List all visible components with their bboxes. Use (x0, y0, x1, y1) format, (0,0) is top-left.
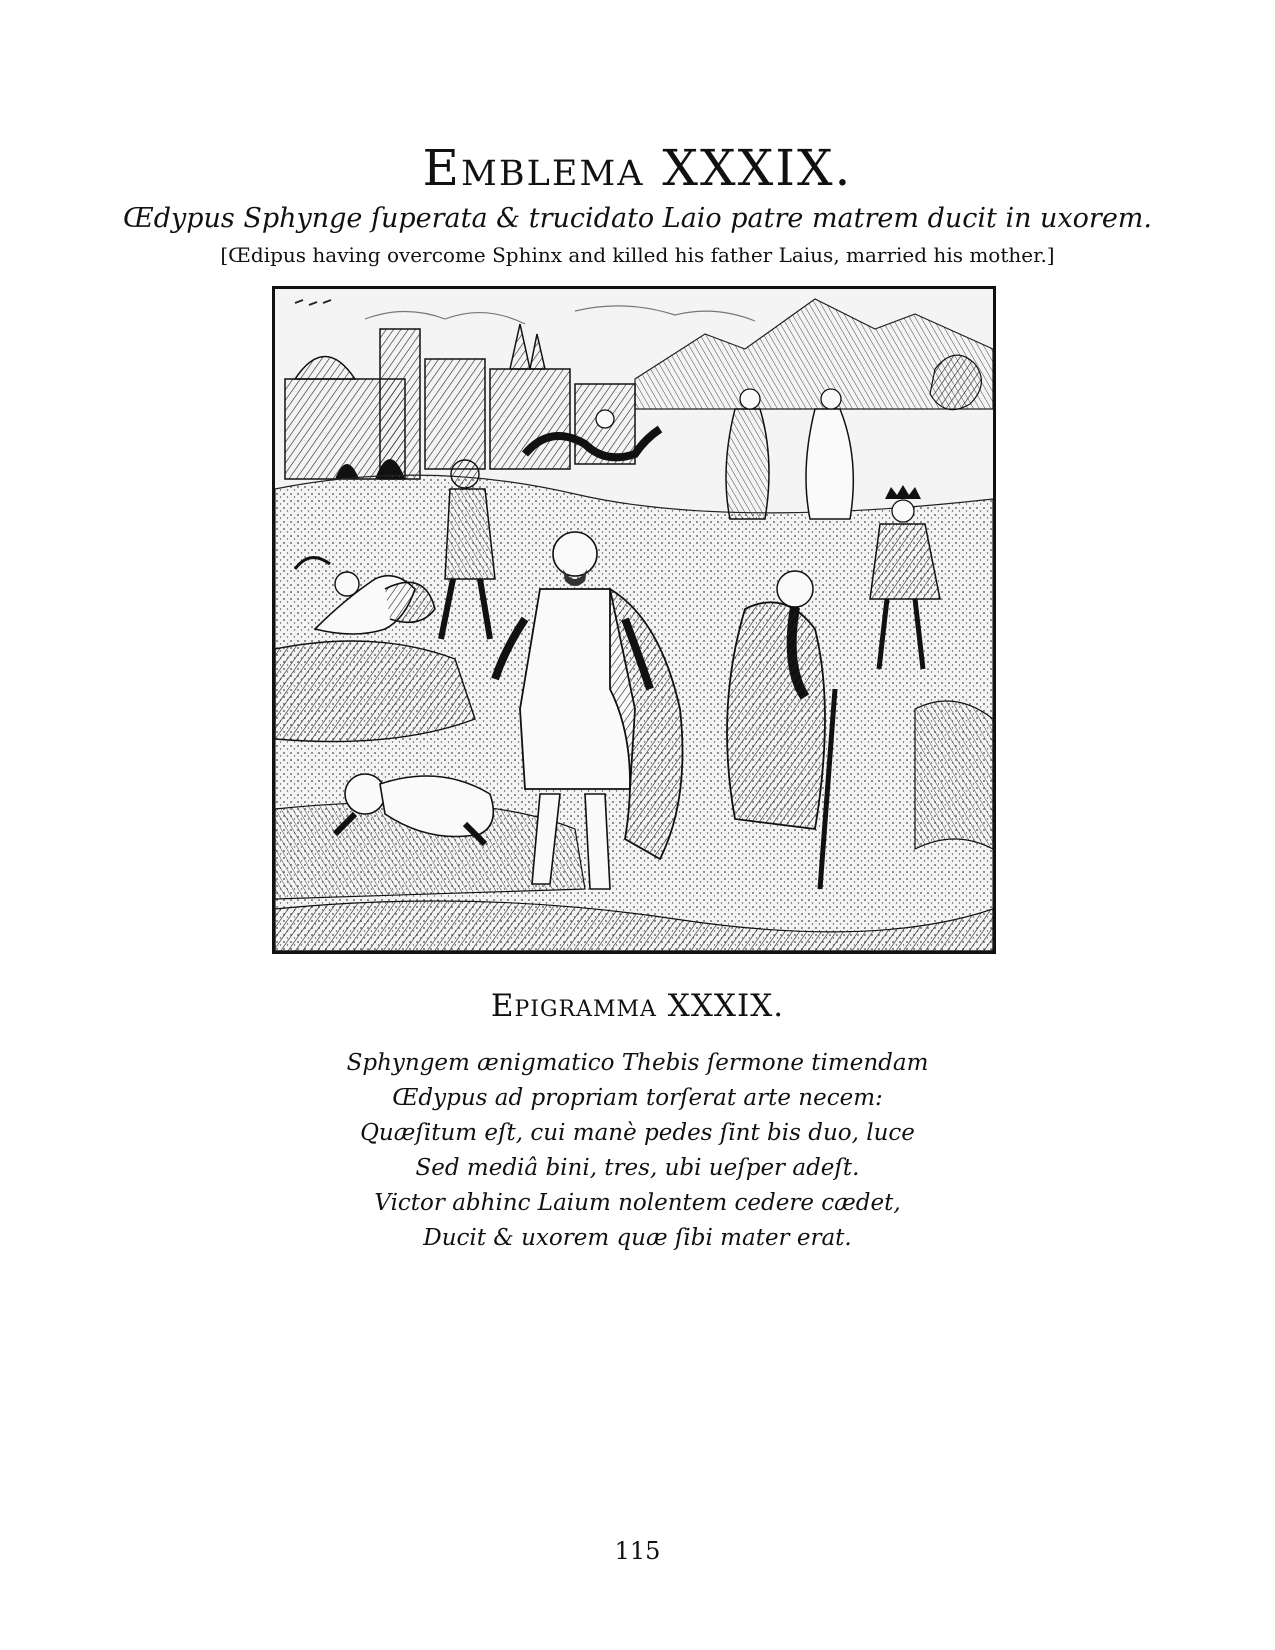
engraving-oedipus-sphinx-icon (275, 289, 993, 951)
engraving-illustration (272, 286, 996, 954)
poem-line: Victor abhinc Laium nolentem cedere cædet, (374, 1190, 901, 1216)
english-translation: [Œdipus having overcome Sphinx and killed his father Laius, married his mother.] (220, 243, 1055, 267)
epigram-poem (0, 1046, 1275, 1256)
page-number: 115 (614, 1537, 661, 1565)
latin-motto: Œdypus Sphynge ſuperata & trucidato Laio patre matrem ducit in uxorem. (122, 203, 1152, 234)
poem-line: Quæſitum eſt, cui manè pedes ſint bis duo, luce (360, 1120, 915, 1146)
poem-line: Œdypus ad propriam torſerat arte necem: (392, 1085, 883, 1111)
poem-line: Ducit & uxorem quæ ſibi mater erat. (423, 1225, 852, 1251)
poem-line: Sphyngem ænigmatico Thebis ſermone timendam (346, 1050, 929, 1076)
epigram-title: Epigramma XXXIX. (490, 988, 785, 1024)
poem-line: Sed mediâ bini, tres, ubi ueſper adeſt. (415, 1155, 860, 1181)
emblem-title: Emblema XXXIX. (422, 139, 853, 197)
